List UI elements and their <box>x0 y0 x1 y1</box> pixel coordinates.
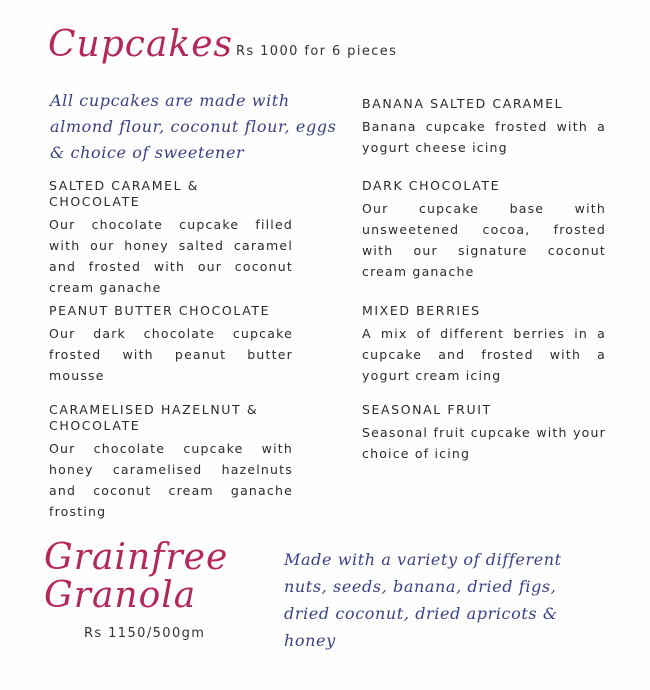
cupcakes-price: Rs 1000 for 6 pieces <box>236 44 398 59</box>
item-description: Our cupcake base with unsweetened cocoa, frosted with our signature coconut cream ganache <box>362 201 606 279</box>
item-description: Our chocolate cupcake with honey caramelised hazelnuts and coconut cream ganache frosting <box>49 441 293 519</box>
granola-price: Rs 1150/500gm <box>84 626 206 641</box>
item-name: PEANUT BUTTER CHOCOLATE <box>49 303 271 318</box>
item-description: Banana cupcake frosted with a yogurt cheese icing <box>362 119 606 155</box>
cupcakes-note: All cupcakes are made with almond flour, coconut flour, eggs & choice of sweetener <box>50 91 337 162</box>
item-name: MIXED BERRIES <box>362 303 481 318</box>
granola-title-line2: Granola <box>44 575 197 616</box>
item-description: Our dark chocolate cupcake frosted with peanut butter mousse <box>49 326 293 383</box>
menu-item <box>49 303 293 386</box>
menu-item <box>362 96 606 158</box>
menu-item <box>49 178 293 298</box>
item-name: SALTED CARAMEL & CHOCOLATE <box>49 178 200 209</box>
item-description: A mix of different berries in a cupcake and frosted with a yogurt cream icing <box>362 326 606 383</box>
item-name: BANANA SALTED CARAMEL <box>362 96 564 111</box>
granola-title-line1: Grainfree <box>44 537 229 578</box>
item-description: Seasonal fruit cupcake with your choice of icing <box>362 425 606 461</box>
menu-item <box>362 178 606 282</box>
granola-note: Made with a variety of different nuts, seeds, banana, dried figs, dried coconut, dried apricots & honey <box>284 550 562 650</box>
item-description: Our chocolate cupcake filled with our honey salted caramel and frosted with our coconut cream ganache <box>49 217 293 295</box>
menu-item <box>362 402 606 464</box>
cupcakes-title: Cupcakes <box>48 24 233 65</box>
item-name: SEASONAL FRUIT <box>362 402 492 417</box>
item-name: CARAMELISED HAZELNUT & CHOCOLATE <box>49 402 259 433</box>
item-name: DARK CHOCOLATE <box>362 178 501 193</box>
menu-item <box>49 402 293 522</box>
menu-item <box>362 303 606 386</box>
